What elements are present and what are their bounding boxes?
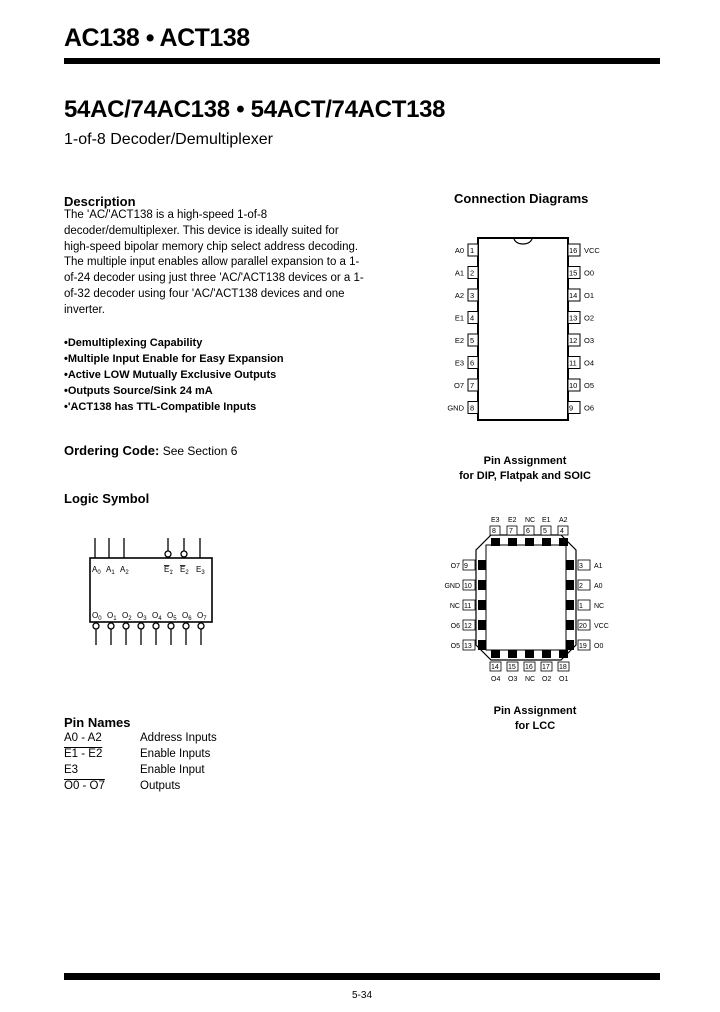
- lcc-pin-13: [451, 640, 475, 650]
- logic-enable-e3: $E_3$: [196, 565, 205, 576]
- dip-pin-2: [455, 267, 478, 279]
- logic-output: $O_2$: [122, 611, 132, 622]
- lcc-pin-5: [541, 517, 551, 535]
- svg-text:17: 17: [542, 664, 550, 671]
- svg-text:20: 20: [579, 623, 587, 630]
- logic-output: $O_3$: [137, 611, 147, 622]
- dip-package-diagram: [436, 236, 606, 426]
- pin-description: Enable Input: [140, 764, 205, 776]
- logic-input-a0: $A_0$: [92, 565, 101, 576]
- svg-text:11: 11: [569, 358, 577, 368]
- lcc-pin-10: [444, 580, 475, 590]
- header-rule: [64, 58, 660, 64]
- svg-text:19: 19: [579, 643, 587, 650]
- pin-names-table: [64, 730, 217, 794]
- svg-text:13: 13: [569, 313, 578, 323]
- svg-text:5: 5: [543, 528, 547, 535]
- page-number: 5-34: [352, 990, 373, 1001]
- svg-text:2: 2: [579, 583, 583, 590]
- lcc-pin-3: [578, 560, 603, 570]
- lcc-caption-line2: for LCC: [514, 720, 556, 732]
- lcc-pin-16: [524, 662, 535, 683]
- logic-output: $O_5$: [167, 611, 177, 622]
- dip-pin-12: [568, 334, 594, 346]
- svg-text:GND: GND: [447, 403, 464, 413]
- dip-pin-11: [568, 357, 594, 369]
- svg-text:O0: O0: [594, 643, 604, 650]
- svg-text:E2: E2: [508, 517, 517, 524]
- svg-text:10: 10: [464, 583, 472, 590]
- dip-pin-7: [454, 379, 478, 391]
- dip-caption-line2: for DIP, Flatpak and SOIC: [459, 470, 591, 482]
- svg-text:E3: E3: [454, 358, 464, 368]
- lcc-pin-7: [507, 517, 517, 535]
- dip-pin-13: [568, 312, 594, 324]
- svg-text:16: 16: [569, 246, 578, 255]
- svg-text:5: 5: [470, 336, 475, 345]
- dip-pin-16: [568, 244, 600, 256]
- feature-item: • Multiple Input Enable for Easy Expansion: [64, 351, 364, 367]
- svg-text:NC: NC: [525, 517, 536, 524]
- svg-text:E1: E1: [542, 517, 551, 524]
- svg-text:O0: O0: [584, 268, 595, 278]
- svg-text:3: 3: [470, 291, 475, 300]
- svg-text:A0: A0: [454, 246, 464, 255]
- svg-text:4: 4: [470, 313, 475, 323]
- logic-input-a1: $A_1$: [106, 565, 115, 576]
- dip-pin-8: [447, 402, 478, 414]
- lcc-package-diagram: [436, 510, 621, 695]
- logic-symbol-heading: Logic Symbol: [64, 491, 150, 506]
- footer-rule: [64, 973, 660, 980]
- pin-symbol: A0 - A2: [64, 732, 102, 744]
- dip-pin-4: [455, 312, 478, 324]
- svg-text:12: 12: [464, 623, 472, 630]
- svg-text:7: 7: [509, 528, 513, 535]
- pin-names-row: [64, 778, 217, 794]
- svg-text:O2: O2: [542, 676, 552, 683]
- lcc-pin-17: [541, 662, 552, 683]
- lcc-caption: [460, 704, 610, 734]
- description-text: The 'AC/'ACT138 is a high-speed 1-of-8 decoder/demultiplexer. This device is ideally suited for high-speed bipolar memory chip select address decoding. The multiple input enables allow parallel expansion to a 1-of-24 decoder using just three 'AC/'ACT138 devices or a 1-of-32 decoder using four 'AC/'ACT138 devices and one inverter.: [64, 209, 364, 316]
- lcc-pin-2: [578, 580, 603, 590]
- svg-text:O7: O7: [450, 563, 460, 570]
- svg-text:14: 14: [569, 291, 578, 300]
- svg-text:O4: O4: [491, 676, 501, 683]
- svg-text:VCC: VCC: [584, 246, 600, 255]
- svg-text:18: 18: [559, 664, 567, 671]
- logic-output: $O_0$: [92, 611, 102, 622]
- logic-enable-e1: $E_1$: [164, 565, 173, 576]
- lcc-pin-14: [490, 662, 501, 683]
- svg-text:8: 8: [470, 403, 475, 413]
- svg-text:1: 1: [470, 246, 475, 255]
- svg-text:2: 2: [470, 268, 475, 278]
- pin-names-row: [64, 730, 217, 746]
- svg-text:6: 6: [470, 358, 475, 368]
- svg-text:O7: O7: [453, 381, 464, 390]
- svg-text:VCC: VCC: [594, 623, 609, 630]
- svg-text:6: 6: [526, 528, 530, 535]
- lcc-pin-1: [578, 600, 604, 610]
- svg-text:12: 12: [569, 336, 578, 345]
- connection-diagrams-heading: Connection Diagrams: [454, 191, 589, 206]
- svg-text:15: 15: [508, 664, 516, 671]
- dip-pin-3: [455, 289, 478, 301]
- svg-text:GND: GND: [444, 583, 460, 590]
- svg-text:16: 16: [525, 664, 533, 671]
- header-title: AC138 • ACT138: [64, 24, 250, 52]
- svg-text:14: 14: [491, 664, 499, 671]
- svg-text:11: 11: [464, 603, 472, 610]
- svg-text:E1: E1: [454, 313, 464, 323]
- dip-pin-1: [455, 244, 478, 256]
- lcc-caption-line1: Pin Assignment: [493, 705, 577, 717]
- svg-text:8: 8: [492, 528, 496, 535]
- logic-output: $O_4$: [152, 611, 162, 622]
- lcc-pin-20: [578, 620, 609, 630]
- svg-text:NC: NC: [594, 603, 605, 610]
- pin-symbol: E1 - E2: [64, 748, 103, 760]
- logic-output: $O_6$: [182, 611, 192, 622]
- ordering-code-value: See Section 6: [162, 444, 238, 458]
- svg-text:3: 3: [579, 563, 583, 570]
- pin-symbol: E3: [64, 764, 79, 776]
- pin-names-row: [64, 762, 217, 778]
- dip-pin-5: [455, 334, 478, 346]
- svg-text:NC: NC: [525, 676, 536, 683]
- lcc-pin-12: [451, 620, 475, 630]
- lcc-pin-9: [451, 560, 475, 570]
- lcc-pin-11: [450, 600, 475, 610]
- dip-pin-6: [455, 357, 478, 369]
- svg-text:1: 1: [579, 603, 583, 610]
- pin-description: Enable Inputs: [140, 748, 211, 760]
- pin-description: Outputs: [140, 780, 181, 792]
- svg-text:O1: O1: [584, 291, 595, 300]
- lcc-pin-4: [558, 517, 568, 535]
- svg-text:A2: A2: [559, 517, 568, 524]
- lcc-pin-15: [507, 662, 518, 683]
- svg-text:O3: O3: [584, 336, 595, 345]
- pin-description: Address Inputs: [140, 732, 217, 744]
- logic-output: $O_1$: [107, 611, 117, 622]
- svg-text:9: 9: [464, 563, 468, 570]
- svg-text:A2: A2: [454, 291, 464, 300]
- dip-caption-line1: Pin Assignment: [483, 455, 567, 467]
- dip-pin-10: [568, 379, 594, 391]
- svg-text:4: 4: [560, 528, 564, 535]
- pin-names-row: [64, 746, 217, 762]
- svg-text:O6: O6: [584, 403, 595, 413]
- svg-text:A1: A1: [594, 563, 603, 570]
- lcc-pin-8: [490, 517, 500, 535]
- lcc-pin-19: [578, 640, 603, 650]
- svg-text:O1: O1: [559, 676, 569, 683]
- svg-text:7: 7: [470, 381, 475, 390]
- svg-text:O3: O3: [508, 676, 518, 683]
- svg-text:O6: O6: [450, 623, 460, 630]
- pin-names-heading: Pin Names: [64, 715, 131, 730]
- feature-item: • Active LOW Mutually Exclusive Outputs: [64, 367, 364, 383]
- svg-text:10: 10: [569, 381, 578, 390]
- svg-text:E2: E2: [454, 336, 464, 345]
- svg-text:O5: O5: [450, 643, 460, 650]
- svg-text:E3: E3: [491, 517, 500, 524]
- part-title: 54AC/74AC138 • 54ACT/74ACT138: [64, 96, 446, 123]
- ordering-code-label: Ordering Code:: [64, 443, 160, 458]
- svg-text:A1: A1: [454, 268, 464, 278]
- svg-text:13: 13: [464, 643, 472, 650]
- feature-item: • Demultiplexing Capability: [64, 335, 364, 351]
- part-subtitle: 1-of-8 Decoder/Demultiplexer: [64, 131, 273, 148]
- logic-input-a2: $A_2$: [120, 565, 129, 576]
- svg-text:O5: O5: [584, 381, 595, 390]
- dip-pin-15: [568, 267, 594, 279]
- ordering-code: [64, 443, 237, 458]
- svg-text:9: 9: [569, 403, 574, 413]
- lcc-pin-6: [524, 517, 535, 535]
- logic-enable-e2: $E_2$: [180, 565, 189, 576]
- feature-item: • 'ACT138 has TTL-Compatible Inputs: [64, 399, 364, 415]
- description-heading: Description: [64, 194, 136, 209]
- svg-text:A0: A0: [594, 583, 603, 590]
- svg-text:O4: O4: [584, 358, 595, 368]
- dip-pin-14: [568, 289, 594, 301]
- pin-symbol: O0 - O7: [64, 780, 105, 792]
- svg-text:15: 15: [569, 268, 578, 278]
- svg-text:O2: O2: [584, 313, 595, 323]
- dip-pin-9: [568, 402, 594, 414]
- feature-item: • Outputs Source/Sink 24 mA: [64, 383, 364, 399]
- logic-output: $O_7$: [197, 611, 207, 622]
- features-list: [64, 335, 364, 415]
- dip-caption: [430, 454, 620, 484]
- lcc-pin-18: [558, 662, 569, 683]
- svg-text:NC: NC: [449, 603, 460, 610]
- logic-symbol-diagram: [80, 535, 220, 650]
